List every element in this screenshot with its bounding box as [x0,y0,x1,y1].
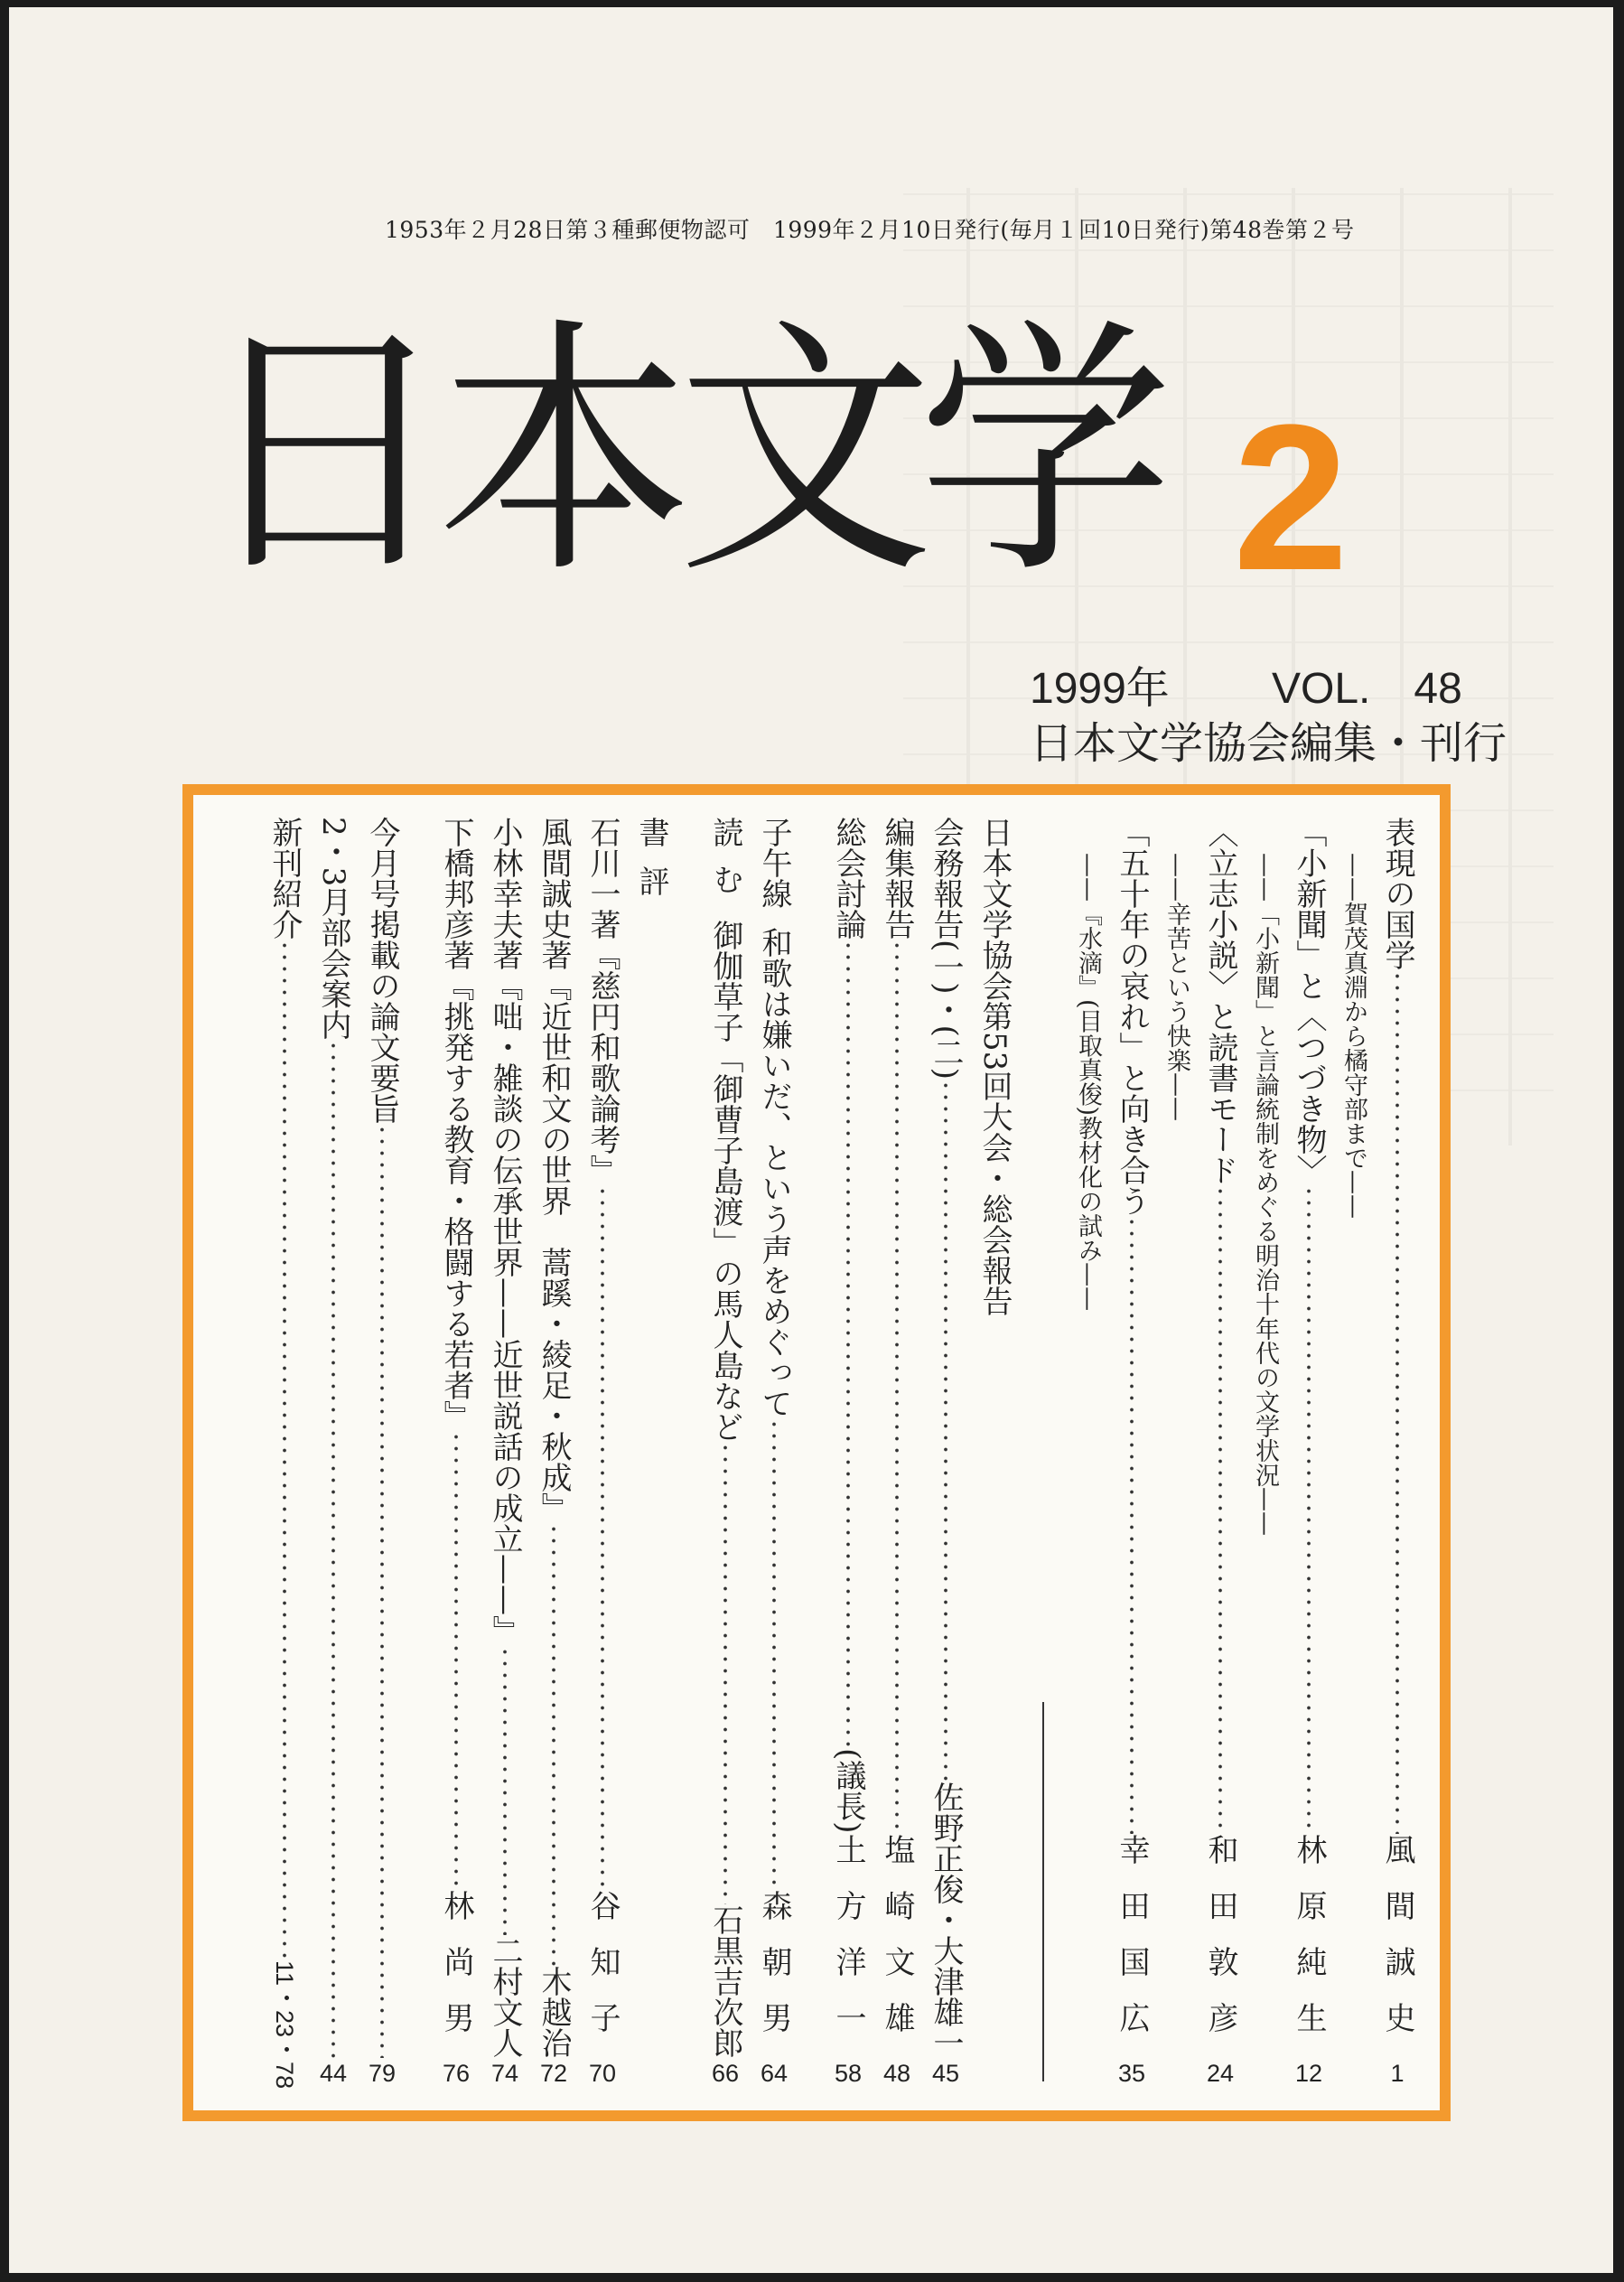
toc-entry-title: 総会討論 [830,817,866,940]
leader-dots [264,940,305,1960]
toc-entry-title: 和歌は嫌いだ、という声をめぐって [756,927,792,1418]
toc-entry-page: 64 [760,2060,789,2087]
toc-entry-author: 森朝男 [756,1890,792,2058]
toc-entry-author: 二村文人 [487,1935,523,2058]
toc-entry-author: 谷知子 [584,1890,621,2058]
toc-entry-author: 幸田国広 [1114,1834,1150,2058]
leader-dots [827,940,869,1748]
toc-entry[interactable] [578,817,627,2089]
toc-entry-title: 『慈円和歌論考』 [584,940,621,1185]
publisher-line: 日本文学協会編集・刊行 [1030,720,1507,768]
toc-entry-page: 70 [588,2060,617,2087]
toc-entry-label: 石川一著 [584,817,621,940]
leader-dots [313,1040,354,2058]
toc-entry-title: 御伽草子「御曹子島渡」の馬人島など [707,920,743,1442]
toc-entry-label: 小林幸夫著 [487,817,523,970]
toc-entry-subtitle: ——「小新聞」と言論統制をめぐる明治十年代の文学状況—— [1251,853,1279,1536]
toc-entry-title: 『咄・雑談の伝承世界——近世説話の成立——』 [487,970,523,1646]
toc-entry-page: 11・23・78 [271,1959,298,2089]
magazine-title: 日本文学 [197,296,1158,610]
toc-entry[interactable] [1284,817,1333,2089]
leader-dots [484,1646,526,1935]
toc-entry[interactable] [750,817,798,2089]
leader-dots [925,1080,966,1782]
toc-entry-page: 44 [319,2060,348,2087]
toc-entry-author: 風間誠史 [1379,1834,1415,2058]
leader-dots [582,1185,623,1890]
toc-entry-page: 35 [1117,2060,1146,2087]
toc-entry-page: 48 [882,2060,911,2087]
toc-entry-subtitle: ——賀茂真淵から橘守部まで—— [1339,853,1367,1219]
leader-dots [705,1442,746,1904]
toc-entry-author: 佐野正俊・大津雄一 [928,1782,964,2058]
toc-entry-label: 子午線 [756,817,792,909]
leader-dots [1199,1185,1241,1834]
issue-number: 2 [1233,381,1349,613]
toc-entry-author: 土方洋一 [830,1834,866,2058]
toc-entry-role: (議長) [830,1748,866,1834]
toc-entry[interactable] [824,817,873,2089]
toc-entry-page: 12 [1294,2060,1323,2087]
toc-entry-title: 表現の国学 [1379,817,1415,970]
toc-entry-label: 下橋邦彦著 [438,817,474,970]
leader-dots [876,940,918,1834]
table-of-contents-frame [182,784,1451,2121]
toc-entry-page: 58 [834,2060,863,2087]
toc-entry-page: 1 [1390,2060,1405,2087]
volume-label: VOL. 48 [1272,665,1462,713]
toc-entry[interactable] [1196,817,1245,2089]
postal-permit-line: 1953年２月28日第３種郵便物認可 1999年２月10日発行(毎月１回10日発行)第48巻第２号 [385,217,1355,243]
toc-entry[interactable] [701,817,750,2089]
toc-entry[interactable] [481,817,529,2089]
toc-entry-subtitle: ——辛苦という快楽—— [1162,853,1190,1121]
toc-entry[interactable] [432,817,481,2089]
table-of-contents [211,817,1422,2089]
leader-dots [1288,1185,1330,1834]
toc-entry-author: 林原純生 [1291,1834,1327,2058]
toc-entry-title: 会務報告(一)・(二) [928,817,964,1080]
toc-entry-page: 24 [1206,2060,1235,2087]
toc-entry-author: 石黒吉次郎 [707,1904,743,2058]
toc-entry-page: 79 [368,2060,397,2087]
toc-entry[interactable] [309,817,358,2089]
toc-entry-page: 76 [442,2060,471,2087]
leader-dots [533,1523,574,1966]
toc-entry[interactable] [921,817,970,2089]
section-heading: 日本文学協会第53回大会・総会報告 [976,817,1013,1317]
leader-dots [361,1124,403,2058]
toc-entry-label: 読む [707,817,743,911]
leader-dots [1111,1216,1153,1834]
toc-entry-title: 〈立志小説〉と読書モード [1202,817,1238,1185]
toc-entry[interactable] [529,817,578,2089]
section-heading: 書評 [633,817,669,914]
magazine-cover [9,7,1613,2273]
toc-entry-page: 66 [711,2060,740,2087]
toc-entry-page: 72 [539,2060,568,2087]
toc-entry-title: 今月号掲載の論文要旨 [364,817,400,1124]
toc-entry-author: 木越治 [536,1966,572,2058]
toc-entry-title: 『近世和文の世界 蒿蹊・綾足・秋成』 [536,970,572,1523]
toc-entry-title: 「五十年の哀れ」と向き合う [1114,817,1150,1216]
toc-entry-title: 編集報告 [879,817,915,940]
toc-entry[interactable] [358,817,406,2089]
toc-entry-page: 74 [490,2060,519,2087]
toc-entry-label: 風間誠史著 [536,817,572,970]
section-divider [1019,817,1068,2089]
toc-entry[interactable] [260,817,309,2089]
leader-dots [1377,970,1418,1834]
toc-entry-author: 塩崎文雄 [879,1834,915,2058]
toc-entry-title: 2・3月部会案内 [315,817,351,1041]
toc-entry-page: 45 [931,2060,960,2087]
toc-entry-author: 林尚男 [438,1890,474,2058]
toc-entry[interactable] [1373,817,1422,2089]
issue-year: 1999年 [1030,665,1170,713]
toc-entry-subtitle: ——『水滴』(目取真俊)教材化の試み—— [1074,853,1102,1312]
toc-entry-author: 和田敦彦 [1202,1834,1238,2058]
toc-entry[interactable] [873,817,921,2089]
leader-dots [435,1431,477,1890]
toc-entry-title: 『挑発する教育・格闘する若者』 [438,970,474,1431]
toc-entry-title: 「小新聞」と〈つづき物〉 [1291,817,1327,1185]
leader-dots [753,1418,795,1890]
toc-entry-title: 新刊紹介 [266,817,303,940]
toc-entry[interactable] [1107,817,1156,2089]
